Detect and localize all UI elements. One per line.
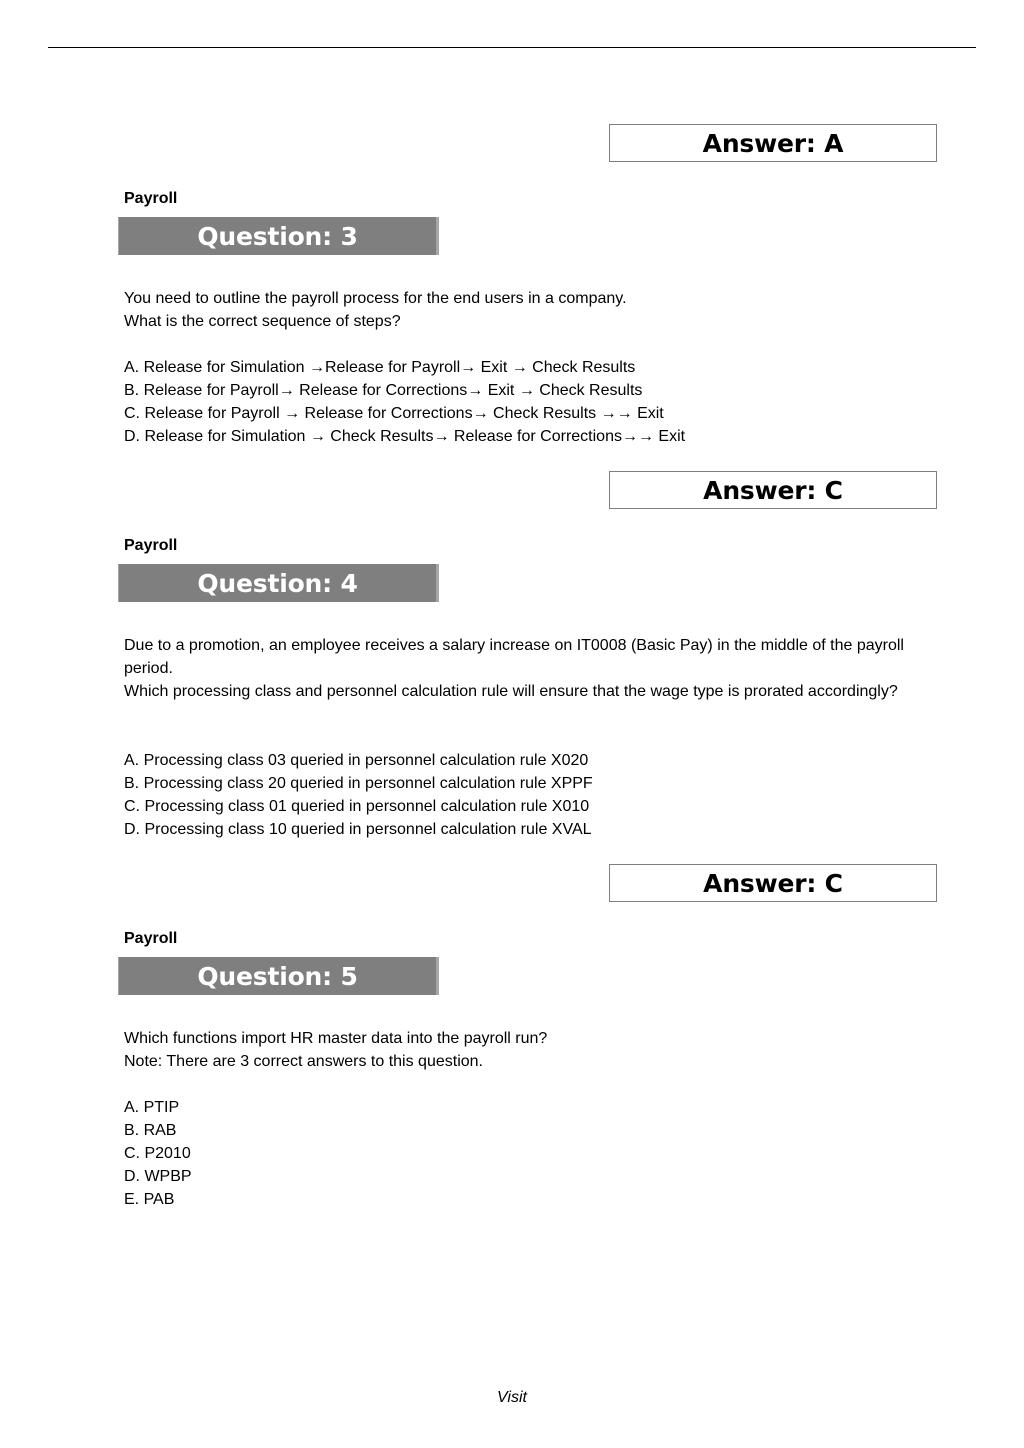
question-text <box>124 287 924 333</box>
header-rule <box>48 47 976 48</box>
option-d: D. WPBP <box>124 1168 192 1185</box>
option-b: B. RAB <box>124 1122 177 1139</box>
option-d: D. Release for Simulation → Check Results→ Release for Corrections→→ Exit <box>124 428 686 445</box>
option-b: B. Processing class 20 queried in personnel calculation rule XPPF <box>124 775 593 792</box>
option-d: D. Processing class 10 queried in personnel calculation rule XVAL <box>124 821 592 838</box>
answer-box: Answer: A <box>609 124 937 162</box>
topic-label: Payroll <box>124 190 178 207</box>
question-text <box>124 634 914 703</box>
answer-box: Answer: C <box>609 864 937 902</box>
question-line: Due to a promotion, an employee receives a salary increase on IT0008 (Basic Pay) in the middle of the payroll period. <box>124 637 904 677</box>
option-c: C. Release for Payroll → Release for Corrections→ Check Results →→ Exit <box>124 405 664 422</box>
footer-visit: Visit <box>497 1389 527 1406</box>
option-c: C. P2010 <box>124 1145 191 1162</box>
question-line: Note: There are 3 correct answers to this question. <box>124 1053 483 1070</box>
question-banner: Question: 4 <box>118 564 439 602</box>
answer-box: Answer: C <box>609 471 937 509</box>
option-a: A. Processing class 03 queried in personnel calculation rule X020 <box>124 752 589 769</box>
options-list <box>124 1096 924 1211</box>
topic-label: Payroll <box>124 930 178 947</box>
option-e: E. PAB <box>124 1191 175 1208</box>
question-banner: Question: 5 <box>118 957 439 995</box>
question-banner: Question: 3 <box>118 217 439 255</box>
question-text <box>124 1027 924 1073</box>
question-line: What is the correct sequence of steps? <box>124 313 401 330</box>
question-line: You need to outline the payroll process for the end users in a company. <box>124 290 627 307</box>
options-list <box>124 749 924 841</box>
topic-label: Payroll <box>124 537 178 554</box>
options-list <box>124 356 924 448</box>
question-line: Which functions import HR master data into the payroll run? <box>124 1030 548 1047</box>
option-a: A. PTIP <box>124 1099 180 1116</box>
option-a: A. Release for Simulation →Release for Payroll→ Exit → Check Results <box>124 359 636 376</box>
option-b: B. Release for Payroll→ Release for Corrections→ Exit → Check Results <box>124 382 643 399</box>
question-line: Which processing class and personnel calculation rule will ensure that the wage type is prorated accordingly? <box>124 683 898 700</box>
option-c: C. Processing class 01 queried in personnel calculation rule X010 <box>124 798 590 815</box>
